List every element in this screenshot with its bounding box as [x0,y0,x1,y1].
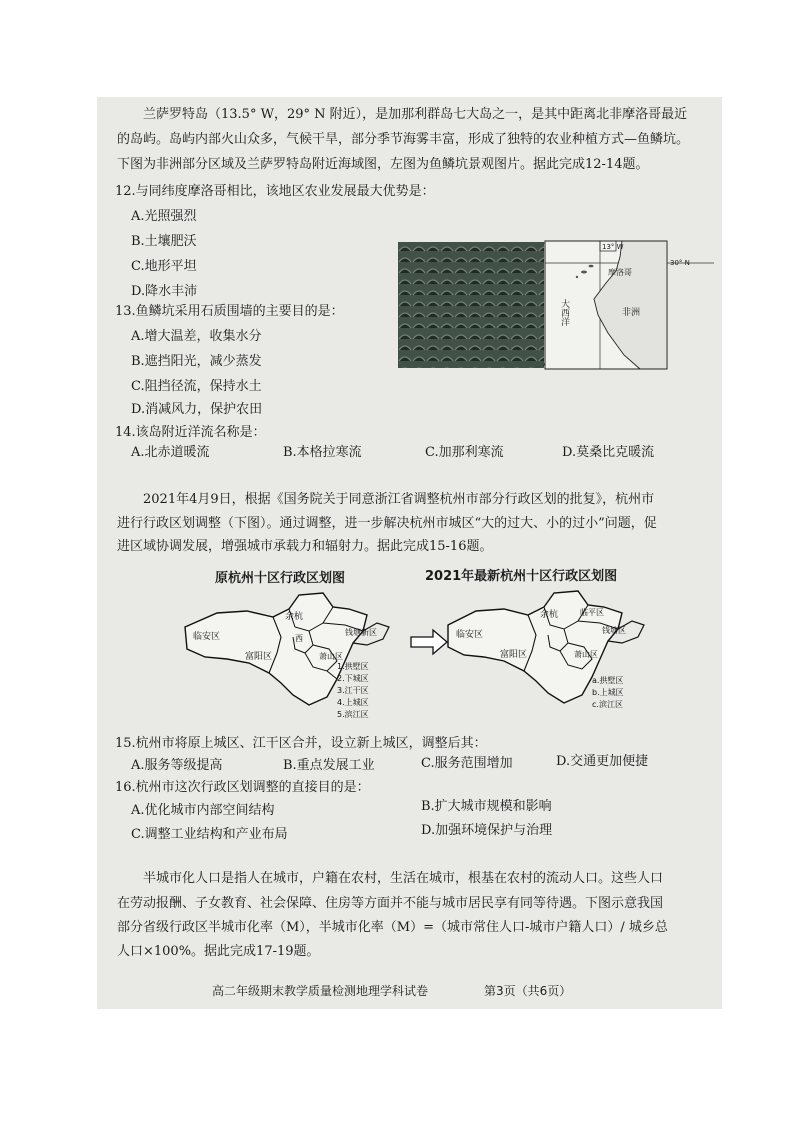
q13-option-c: C.阻挡径流，保持水土 [131,379,262,394]
q12-option-c: C.地形平坦 [131,259,197,274]
q16-option-c: C.调整工业结构和产业布局 [131,827,288,842]
old-xihu-label: 西 [295,634,303,643]
old-legend-3: 3.江干区 [337,686,369,695]
exam-page [97,97,722,1009]
q16-option-a: A.优化城市内部空间结构 [131,803,275,818]
new-linping-label: 临平区 [580,608,604,617]
question-15: 15.杭州市将原上城区、江干区合并，设立新上城区，调整后其： [115,736,487,751]
old-hangzhou-district-map [177,587,422,722]
question-12: 12.与同纬度摩洛哥相比，该地区农业发展最大优势是： [115,184,435,199]
longitude-label: 13° W [602,243,624,251]
old-map-title: 原杭州十区行政区划图 [215,571,346,586]
q12-option-d: D.降水丰沛 [131,284,198,299]
intro-3-line-4: 人口×100%。据此完成17-19题。 [117,944,320,959]
new-hangzhou-district-map [442,585,657,720]
q15-option-c: C.服务范围增加 [421,756,513,771]
intro-2-line-2: 进行行政区划调整（下图）。通过调整，进一步解决杭州市城区“大的过大、小的过小”问题，促 [117,516,657,531]
new-fuyang-label: 富阳区 [500,650,528,660]
question-13: 13.鱼鳞坑采用石质围墙的主要目的是： [115,304,344,319]
q14-option-c: C.加那利寒流 [425,445,504,460]
intro-2-line-1: 2021年4月9日，根据《国务院关于同意浙江省调整杭州市部分行政区划的批复》，杭州市 [143,492,655,507]
q13-option-b: B.遮挡阳光，减少蒸发 [131,354,262,369]
fish-scale-pit-photo [398,242,544,368]
new-map-title: 2021年最新杭州十区行政区划图 [425,569,618,584]
old-qiantang-label: 钱塘新区 [345,628,377,637]
intro-3-line-1: 半城市化人口是指人在城市，户籍在农村，生活在城市，根基在农村的流动人口。这些人口 [143,871,664,886]
q12-option-a: A.光照强烈 [131,209,197,224]
question-16: 16.杭州市这次行政区划调整的直接目的是： [115,780,370,795]
new-legend-c: c.滨江区 [592,700,623,709]
africa-label: 非洲 [622,308,641,318]
footer-page-number: 第3页（共6页） [484,984,572,998]
intro-1-line-3: 下图为非洲部分区域及兰萨罗特岛附近海域图，左图为鱼鳞坑景观图片。据此完成12-14题。 [117,157,649,172]
intro-3-line-2: 在劳动报酬、子女教育、社会保障、住房等方面并不能与城市居民享有同等待遇。下图示意我国 [117,896,664,911]
new-linan-label: 临安区 [456,630,484,640]
question-14: 14.该岛附近洋流名称是： [115,425,266,440]
fish-scale-pit-photo-image [398,242,544,368]
old-xiaoshan-label: 萧山区 [319,652,343,661]
intro-1-line-1: 兰萨罗特岛（13.5° W，29° N 附近），是加那利群岛七大岛之一，是其中距离北非摩洛哥最近 [143,107,688,122]
intro-1-line-2: 的岛屿。岛屿内部火山众多，气候干旱，部分季节海雾丰富，形成了独特的农业种植方式—鱼鳞坑。 [117,132,690,147]
q16-option-d: D.加强环境保护与治理 [421,823,553,838]
old-linan-label: 临安区 [193,632,221,642]
q15-option-d: D.交通更加便捷 [556,754,649,769]
footer-exam-title: 高二年级期末教学质量检测地理学科试卷 [212,984,429,998]
new-legend-b: b.上城区 [592,688,624,697]
morocco-label: 摩洛哥 [608,268,632,277]
new-yuhang-label: 余杭 [540,610,559,620]
q14-option-b: B.本格拉寒流 [283,445,362,460]
old-legend-5: 5.滨江区 [337,710,369,719]
old-yuhang-label: 余杭 [285,612,304,622]
new-legend-a: a.拱墅区 [592,676,624,685]
q12-option-b: B.土壤肥沃 [131,234,197,249]
old-legend-1: 1.拱墅区 [337,662,369,671]
intro-3-line-3: 部分省级行政区半城市化率（M），半城市化率（M）=（城市常住人口-城市户籍人口）/ 城乡总 [117,920,668,935]
q14-option-a: A.北赤道暖流 [131,445,210,460]
new-xiaoshan-label: 萧山区 [574,650,598,659]
q15-option-a: A.服务等级提高 [131,758,223,773]
old-legend-2: 2.下城区 [337,674,369,683]
new-qiantang-label: 钱塘区 [602,626,626,635]
old-legend-4: 4.上城区 [337,698,369,707]
atlantic-label: 大西洋 [559,299,569,326]
lanzarote-location-map [544,237,719,372]
intro-2-line-3: 进区域协调发展，增强城市承载力和辐射力。据此完成15-16题。 [117,539,493,554]
q16-option-b: B.扩大城市规模和影响 [421,799,552,814]
old-fuyang-label: 富阳区 [245,652,273,662]
latitude-label: 30° N [670,259,690,267]
q13-option-d: D.消减风力，保护农田 [131,402,263,417]
q15-option-b: B.重点发展工业 [283,758,375,773]
q13-option-a: A.增大温差，收集水分 [131,329,262,344]
q14-option-d: D.莫桑比克暖流 [562,445,655,460]
